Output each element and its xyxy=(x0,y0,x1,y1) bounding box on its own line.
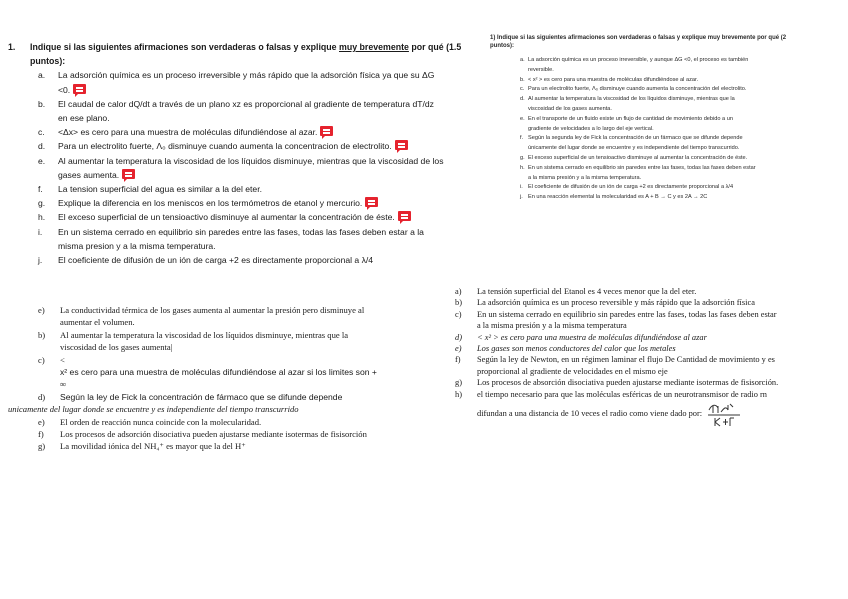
item-text-cont: x² es cero para una muestra de moléculas difundiéndose al azar si los limites son + xyxy=(60,367,377,378)
r1-item xyxy=(490,154,790,164)
item-text: En un sistema cerrado en equilibrio sin paredes entre las fases, todas las fases deben estar a la xyxy=(58,226,424,237)
s1-item-d-cont: unicamente del lugar donde se encuentre y es independiente del tiempo transcurrido xyxy=(8,404,299,415)
item-letter: d. xyxy=(38,141,46,152)
question-1-block xyxy=(8,40,478,267)
q1-item-a xyxy=(38,68,478,96)
q1-item-c xyxy=(38,125,478,139)
r1-item xyxy=(490,76,790,86)
item-letter: f) xyxy=(38,429,44,440)
item-letter: c) xyxy=(38,354,45,365)
q1-item-d xyxy=(38,139,478,153)
item-letter: f) xyxy=(455,355,461,365)
item-text: El exceso superficial de un tensioactivo disminuye al aumentar la concentración de éste. xyxy=(528,154,748,161)
q1-item-j xyxy=(38,253,478,267)
item-text: En una reacción elemental la molecularidad es A + B → C y es 2A → 2C xyxy=(528,194,708,201)
item-text: Los gases son menos conductores del calor que los metales xyxy=(477,344,676,354)
comment-icon[interactable] xyxy=(365,197,378,207)
item-text-cont: gradiente de velocidades a lo largo del eje vertical. xyxy=(528,125,654,132)
item-text: La tensión superficial del Etanol es 4 veces menor que la del eter. xyxy=(477,287,697,296)
s1-item-ee xyxy=(38,416,438,428)
r2-item-a xyxy=(455,286,800,297)
item-text: Según la ley de Fick la concentración de fármaco que se difunde depende xyxy=(60,391,343,402)
item-text: < x² > es cero para una muestra de moléculas difundiéndose al azar. xyxy=(528,76,699,83)
fragment-top-right xyxy=(490,34,790,203)
comment-icon[interactable] xyxy=(320,126,333,136)
item-letter: b. xyxy=(520,76,525,83)
r2-item-b xyxy=(455,297,800,308)
item-letter: c) xyxy=(455,309,462,319)
question-number: 1. xyxy=(8,42,16,52)
r2-item-c xyxy=(455,309,800,332)
s1-item-b xyxy=(38,329,438,354)
q1-item-b xyxy=(38,97,478,125)
item-text: Al aumentar la temperatura la viscosidad de los líquidos disminuye, mientras que la xyxy=(528,96,735,103)
item-text: El coeficiente de difusión de un ión de carga +2 es directamente proporcional a λ/4 xyxy=(528,184,734,191)
s1-item-e xyxy=(38,304,438,329)
item-letter: h. xyxy=(38,212,46,223)
q1-item-h xyxy=(38,210,478,224)
item-text: <Δx> es cero para una muestra de moléculas difundiéndose al azar. xyxy=(58,127,318,138)
item-text: La adsorción química es un proceso reversible y más rápido que la adsorción física xyxy=(477,298,755,308)
item-text: En un sistema cerrado en equilibrio sin paredes entre las fases, todas las fases deben estar xyxy=(528,164,756,171)
s1-item-c xyxy=(38,354,438,391)
item-text-cont: aumentar el volumen. xyxy=(60,317,135,328)
comment-icon[interactable] xyxy=(395,140,408,150)
item-letter: j. xyxy=(38,255,43,266)
item-letter: d) xyxy=(38,391,46,402)
item-letter: e) xyxy=(455,344,462,354)
item-letter: i. xyxy=(520,184,523,191)
question-1-header xyxy=(8,40,478,68)
item-text: Al aumentar la temperatura la viscosidad de los líquidos disminuye, mientras que la viscosidad de los xyxy=(58,155,444,166)
r1-item xyxy=(490,134,790,154)
item-text: El caudal de calor dQ/dt a través de un plano xz es proporcional al gradiente de temperatura dT/dz xyxy=(58,98,434,109)
s1-item-g xyxy=(38,440,438,452)
item-letter: e) xyxy=(38,416,45,427)
item-text-cont: gases aumenta. xyxy=(58,169,120,180)
comment-icon[interactable] xyxy=(398,211,411,221)
r1-header-line1: 1) Indique si las siguientes afirmaciones son verdaderas o falsas y explique muy brevemente por qué (2 xyxy=(490,35,787,41)
item-text-cont: en ese plano. xyxy=(58,113,110,124)
q1-item-f xyxy=(38,182,478,196)
handwritten-formula-icon xyxy=(706,400,746,428)
item-letter: a. xyxy=(520,57,525,63)
item-text-cont: proporcional al gradiente de velocidades en el mismo eje xyxy=(477,366,668,376)
item-text: Para un electrolito fuerte, Λ₀ disminuye cuando aumenta la concentración del electrolito. xyxy=(528,86,747,93)
item-text: Según la segunda ley de Fick la concentración de un fármaco que se difunde depende xyxy=(528,135,743,142)
item-letter: c. xyxy=(38,127,45,138)
q1-item-e xyxy=(38,154,478,182)
item-letter: g. xyxy=(38,198,46,209)
question-intro-line2: puntos): xyxy=(30,56,66,67)
item-text: Al aumentar la temperatura la viscosidad de los líquidos disminuye, mientras que la xyxy=(60,329,349,340)
r2-item-d xyxy=(455,332,800,343)
item-letter: c. xyxy=(520,86,525,93)
item-letter: f. xyxy=(520,135,524,142)
r1-item xyxy=(490,193,790,203)
question-intro-tail: por qué (1.5 xyxy=(411,42,462,52)
q1-item-g xyxy=(38,196,478,210)
item-letter: j. xyxy=(520,194,523,201)
item-text: La adsorción química es un proceso irreversible, y aunque ΔG <0, el proceso es también xyxy=(528,57,749,63)
item-text: Los procesos de absorción disociativa pueden ajustarse mediante isotermas de fisisorción. xyxy=(477,378,779,388)
comment-icon[interactable] xyxy=(122,169,135,179)
r1-item xyxy=(490,183,790,193)
item-text: La adsorción química es un proceso irreversible y más rápido que la adsorción física ya que su ΔG xyxy=(58,70,435,81)
item-text: Explique la diferencia en los meniscos en los termómetros de etanol y mercurio. xyxy=(58,198,363,209)
item-text-cont: viscosidad de los gases aumenta xyxy=(60,342,171,353)
r1-item xyxy=(490,56,790,76)
comment-icon[interactable] xyxy=(73,84,86,94)
item-text: El exceso superficial de un tensioactivo disminuye al aumentar la concentración de éste. xyxy=(58,212,395,223)
item-letter: a) xyxy=(455,287,462,296)
item-text-cont: únicamente del lugar donde se encuentre y es independiente del tiempo transcurrido. xyxy=(528,145,740,152)
fragment-bottom-right xyxy=(455,286,800,428)
item-letter: a. xyxy=(38,70,46,81)
r1-item xyxy=(490,115,790,135)
item-text-cont: a la misma presión y a la misma temperatura. xyxy=(528,174,642,181)
item-letter: b) xyxy=(38,329,46,340)
item-letter: d) xyxy=(455,332,462,342)
item-text: La movilidad iónica del NH₄⁺ es mayor que la del H⁺ xyxy=(60,441,246,452)
r2-item-h xyxy=(455,389,800,428)
item-text: En un sistema cerrado en equilibrio sin paredes entre las fases, todas las fases deben estar xyxy=(477,309,777,319)
item-letter: g) xyxy=(38,441,46,452)
item-text-cont: difundan a una distancia de 10 veces el radio como viene dado por: xyxy=(477,408,703,418)
item-letter: e. xyxy=(38,155,46,166)
item-letter: i. xyxy=(38,226,43,237)
item-text: Para un electrolito fuerte, Λ₀ disminuye cuando aumenta la concentracion de electrolito. xyxy=(58,141,392,152)
r1-header-line2: puntos): xyxy=(490,43,514,49)
item-letter: b) xyxy=(455,298,462,308)
r1-header xyxy=(490,34,790,50)
item-text-cont: viscosidad de los gases aumenta. xyxy=(528,105,612,112)
item-letter: f. xyxy=(38,184,43,195)
q1-item-i xyxy=(38,225,478,253)
item-letter: e) xyxy=(38,305,45,315)
item-letter: g) xyxy=(455,378,462,388)
item-text: el tiempo necesario para que las moléculas esféricas de un neurotransmisor de radio rn xyxy=(477,389,767,399)
item-letter: b. xyxy=(38,98,46,109)
item-text: La conductividad térmica de los gases aumenta al aumentar la presión pero disminuye al xyxy=(60,305,365,315)
item-text: El orden de reacción nunca coincide con la molecularidad. xyxy=(60,416,262,427)
r1-item xyxy=(490,164,790,184)
fragment-bottom-left xyxy=(8,304,438,453)
item-letter: h) xyxy=(455,389,462,399)
text-cursor[interactable]: | xyxy=(170,342,173,353)
item-text: < x² > es cero para una muestra de moléculas difundiéndose al azar xyxy=(477,332,707,342)
item-letter: d. xyxy=(520,96,525,103)
item-text-cont: <0. xyxy=(58,84,71,95)
s1-item-d xyxy=(38,391,438,403)
item-letter: h. xyxy=(520,164,525,171)
item-text: El coeficiente de difusión de un ión de carga +2 es directamente proporcional a λ/4 xyxy=(58,255,374,266)
r1-item xyxy=(490,85,790,95)
question-intro-emphasis: muy brevemente xyxy=(339,42,409,52)
item-text-cont: ∞ xyxy=(60,379,67,390)
item-text: Los procesos de adsorción disociativa pueden ajustarse mediante isotermas de fisisorción xyxy=(60,429,367,440)
item-letter: g. xyxy=(520,154,525,161)
question-1-items xyxy=(8,68,478,267)
r2-item-e xyxy=(455,343,800,354)
item-text-cont: misma presion y a la misma temperatura. xyxy=(58,240,216,251)
question-intro: Indique si las siguientes afirmaciones son verdaderas o falsas y explique xyxy=(30,42,337,52)
item-letter: e. xyxy=(520,115,525,122)
item-text: Según la ley de Newton, en un régimen laminar el flujo De Cantidad de movimiento y es xyxy=(477,355,775,365)
item-text: < xyxy=(60,354,65,365)
s1-item-f xyxy=(38,428,438,440)
item-text-cont: reversible. xyxy=(528,66,554,73)
r2-item-g xyxy=(455,377,800,388)
r1-item xyxy=(490,95,790,115)
item-text: En el transporte de un fluido existe un flujo de cantidad de movimiento debido a un xyxy=(528,115,733,122)
item-text-cont: a la misma presión y a la misma temperatura xyxy=(477,321,627,331)
item-text: La tension superficial del agua es similar a la del eter. xyxy=(58,184,262,195)
r2-item-f xyxy=(455,354,800,377)
